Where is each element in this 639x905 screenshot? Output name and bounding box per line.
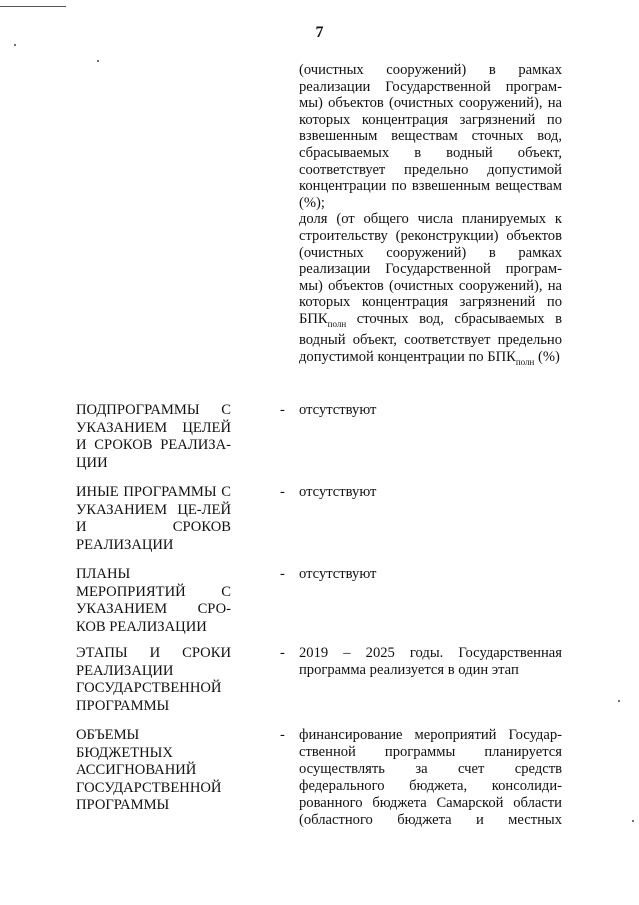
scan-artifact-line: [0, 6, 66, 7]
row-dash: -: [280, 402, 285, 418]
row-value: 2019 – 2025 годы. Государственная программа реализуется в один этап: [299, 645, 562, 678]
row-dash: -: [280, 645, 285, 661]
row-dash: -: [280, 484, 285, 500]
row-value: отсутствуют: [299, 402, 377, 418]
scan-artifact-dot: [14, 44, 16, 46]
page-number: 7: [315, 24, 324, 41]
continuation-text: [299, 62, 562, 371]
continuation-paragraph: (очистных сооружений) в рамках реализации Государственной програм-мы) объектов (очистных сооружений), на которых концентрация загрязнений по взвешенным веществам сточных вод, сбрасываемых в водный объект, соответствует предельно допустимой концентрации по взвешенным веществам (%);: [299, 62, 562, 211]
scan-artifact-dot: [632, 820, 634, 822]
continuation-paragraph: доля (от общего числа планируемых к строительству (реконструкции) объектов (очистных сооружений) в рамках реализации Государственной програм-мы) объектов (очистных сооружений), на которых концентрация загрязнений по $БПК_{полн}$ сточных вод, сбрасываемых в водный объект, соответствует предельно допустимой концентрации по $БПК_{полн}$ (%): [299, 211, 562, 367]
row-value: отсутствуют: [299, 484, 377, 500]
row-label: ОБЪЕМЫ БЮДЖЕТНЫХ АССИГНОВАНИЙ ГОСУДАРСТВЕННОЙ ПРОГРАММЫ: [76, 727, 222, 814]
row-label: ИНЫЕ ПРОГРАММЫ С УКАЗАНИЕМ ЦЕ-ЛЕЙ И СРОКОВ РЕАЛИЗАЦИИ: [76, 484, 231, 553]
scan-artifact-dot: [97, 60, 99, 62]
row-dash: -: [280, 727, 285, 743]
scan-artifact-dot: [618, 700, 620, 702]
row-dash: -: [280, 566, 285, 582]
row-value: финансирование мероприятий Государ-ственной программы планируется осуществлять за счет средств федерального бюджета, консолиди-рованного бюджета Самарской области (областного бюджета и местных: [299, 727, 562, 828]
row-label: ЭТАПЫ И СРОКИ РЕАЛИЗАЦИИ ГОСУДАРСТВЕННОЙ ПРОГРАММЫ: [76, 645, 231, 714]
row-value: отсутствуют: [299, 566, 377, 582]
row-label: ПОДПРОГРАММЫ С УКАЗАНИЕМ ЦЕЛЕЙ И СРОКОВ РЕАЛИЗА-ЦИИ: [76, 402, 231, 471]
row-label: ПЛАНЫ МЕРОПРИЯТИЙ С УКАЗАНИЕМ СРО-КОВ РЕАЛИЗАЦИИ: [76, 566, 231, 635]
